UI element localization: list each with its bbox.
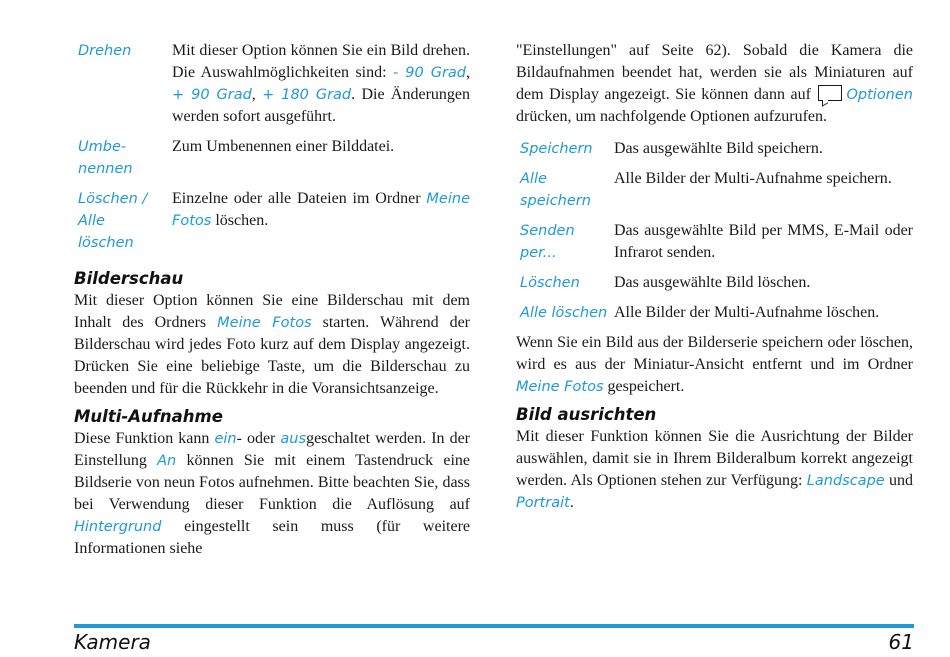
left-options-table (74, 40, 470, 262)
continuation-paragraph (516, 40, 913, 128)
option-row-umbenennen (74, 136, 470, 188)
option-row-drehen (74, 40, 470, 136)
text-run: Mit dieser Option können Sie eine Bilderschau mit dem Inhalt des Ordners (74, 292, 470, 331)
option-description: Alle Bilder der Multi-Aufnahme speichern. (614, 170, 892, 187)
right-column (516, 40, 913, 514)
option-description (172, 40, 470, 136)
option-term: Senden per... (520, 223, 575, 261)
option-description: Das ausgewählte Bild per MMS, E-Mail oder Infrarot senden. (614, 222, 913, 261)
folder-link-meine-fotos: Meine Fotos (172, 191, 470, 229)
text-run: und (884, 472, 914, 489)
option-value-landscape: Landscape (806, 473, 885, 489)
text-run: Mit dieser Funktion können Sie die Ausrichtung der Bilder auswählen, damit sie in Ihrem Bilderalbum korrekt angezeigt werden. Als Optionen stehen zur Verfügung: (516, 428, 913, 489)
option-term: Drehen (78, 43, 132, 59)
section-heading-bilderschau: Bilderschau (74, 269, 184, 288)
footer-page-number: 61 (888, 630, 914, 654)
footer-rule (74, 624, 914, 628)
text-run: "Einstellungen" auf Seite 62). Sobald die Kamera die Bildaufnahmen beendet hat, werden sie als Miniaturen auf dem Display angezeigt. Sie können dann auf (516, 42, 913, 103)
option-row-loeschen (516, 272, 913, 302)
bilderserie-paragraph (516, 332, 913, 398)
option-value-portrait: Portrait (516, 495, 570, 511)
menu-label-optionen: Optionen (846, 87, 913, 103)
text-run: Einzelne oder alle Dateien im Ordner (172, 190, 427, 207)
option-description: Alle Bilder der Multi-Aufnahme löschen. (614, 304, 880, 321)
option-description (172, 188, 470, 262)
option-term: Alle löschen (520, 305, 608, 321)
section-heading-bild-ausrichten: Bild ausrichten (516, 405, 657, 424)
text-run: drücken, um nachfolgende Optionen aufzurufen. (516, 108, 827, 125)
option-term: Alle speichern (520, 171, 591, 209)
option-row-speichern (516, 138, 913, 168)
option-value-plus-90: + 90 Grad (172, 87, 252, 103)
option-term: Umbe- nennen (78, 139, 133, 177)
folder-link-meine-fotos: Meine Fotos (217, 315, 312, 331)
multi-aufnahme-paragraph (74, 428, 470, 560)
option-row-alle-speichern (516, 168, 913, 220)
softkey-icon (818, 85, 842, 101)
text-run: eingestellt sein muss (für weitere Informationen siehe (74, 518, 470, 557)
text-run: können Sie mit einem Tastendruck eine Bildserie von neun Fotos aufnehmen. Bitte beachten Sie, dass bei Verwendung dieser Funktion die Auflösung auf (74, 452, 471, 513)
bilderschau-paragraph (74, 290, 470, 400)
text-run: Mit dieser Option können Sie ein Bild drehen. Die Auswahlmöglichkeiten sind: (172, 42, 470, 81)
option-row-loeschen (74, 188, 470, 262)
option-term: Löschen / Alle löschen (78, 191, 148, 251)
option-value-aus: aus (280, 431, 307, 447)
folder-link-meine-fotos: Meine Fotos (516, 379, 604, 395)
option-value-an: An (157, 453, 177, 469)
text-run: starten. Während der Bilderschau wird jedes Foto kurz auf dem Display angezeigt. Drücken Sie eine beliebige Taste, um die Bilderschau zu beenden und für die Rückkehr in die Voransichtsanzeige. (74, 314, 471, 397)
text-run: Diese Funktion kann (74, 430, 215, 447)
option-description: Das ausgewählte Bild löschen. (614, 274, 811, 291)
text-run: gespeichert. (603, 378, 685, 395)
option-value-ein: ein (214, 431, 237, 447)
option-term: Speichern (520, 141, 593, 157)
option-value-minus-90: - 90 Grad (392, 65, 466, 81)
option-value-plus-180: + 180 Grad (262, 87, 352, 103)
text-run: Wenn Sie ein Bild aus der Bilderserie speichern oder löschen, wird es aus der Miniatur-Ansicht entfernt und im Ordner (516, 334, 913, 373)
text-run: . Die Änderungen werden sofort ausgeführt. (172, 86, 471, 125)
option-description: Das ausgewählte Bild speichern. (614, 140, 823, 157)
text-run: , (251, 86, 263, 103)
bild-ausrichten-paragraph (516, 426, 913, 514)
option-term: Löschen (520, 275, 580, 291)
text-run: geschaltet werden. In der Einstellung (74, 430, 470, 469)
text-run: - oder (236, 430, 281, 447)
option-row-senden-per (516, 220, 913, 272)
text-run: löschen. (211, 212, 269, 229)
right-options-table (516, 138, 913, 332)
left-column (74, 40, 470, 560)
text-run: . (569, 494, 574, 511)
option-description: Zum Umbenennen einer Bilddatei. (172, 138, 395, 155)
section-heading-multi-aufnahme: Multi-Aufnahme (74, 407, 223, 426)
footer-chapter-title: Kamera (74, 630, 151, 654)
option-value-hintergrund: Hintergrund (74, 519, 162, 535)
text-run: , (466, 64, 470, 81)
option-row-alle-loeschen (516, 302, 913, 332)
